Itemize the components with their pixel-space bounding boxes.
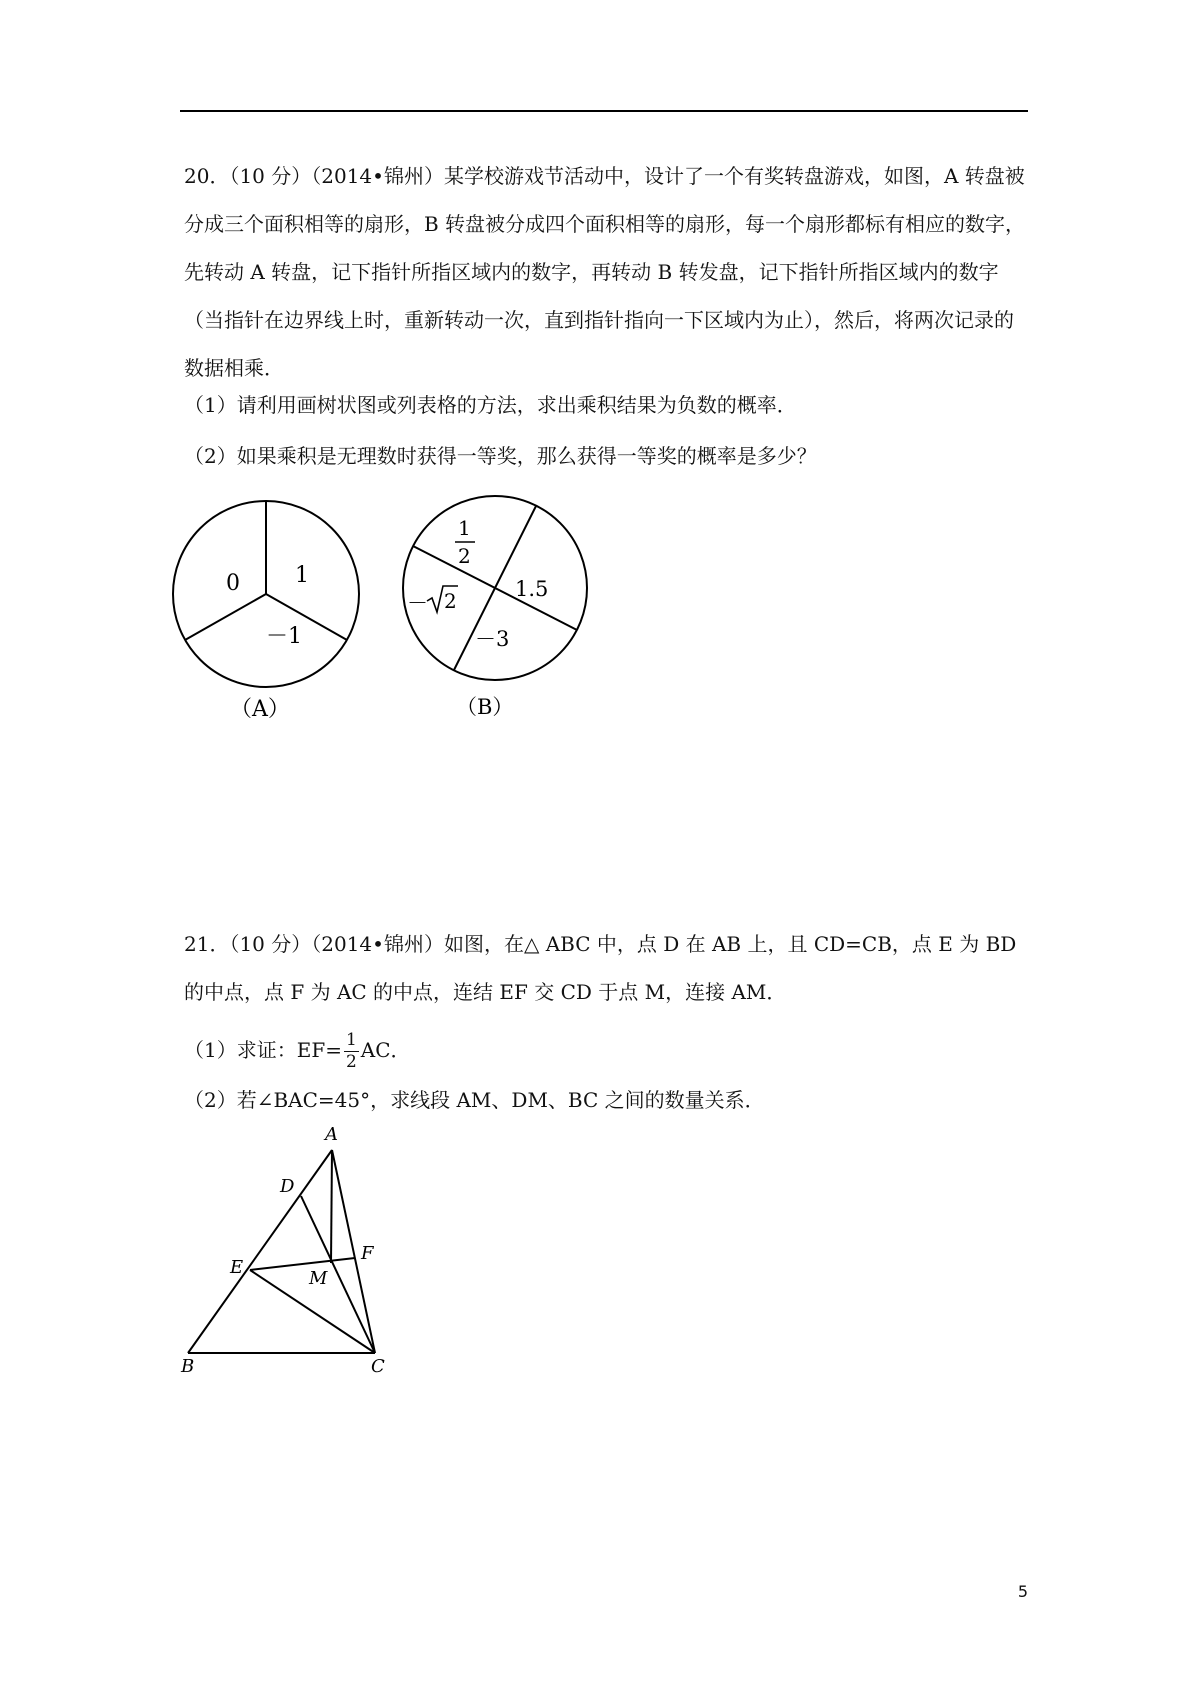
point-label-d: D <box>280 1176 295 1197</box>
spinner-b-fraction-denominator: 2 <box>458 544 471 568</box>
spinner-a-label-1: 1 <box>295 563 309 588</box>
one-half-fraction <box>344 1032 359 1071</box>
spinner-a-caption: （A） <box>230 697 290 722</box>
header-rule <box>180 110 1028 112</box>
fraction-numerator: 1 <box>345 1030 357 1050</box>
point-label-a: A <box>325 1124 338 1145</box>
question-20-part-2: （2）如果乘积是无理数时获得一等奖，那么获得一等奖的概率是多少？ <box>184 444 817 468</box>
spinner-b-fraction-numerator: 1 <box>458 516 471 540</box>
spinner-b-label-minus-3: －3 <box>475 627 510 651</box>
question-21-text: 21．（10 分）（2014•锦州）如图，在△ ABC 中，点 D 在 AB 上，且 CD=CB，点 E 为 BD 的中点，点 F 为 AC 的中点，连结 EF 交 CD 于点 M，连接 AM． <box>184 932 1017 1004</box>
point-label-c: C <box>371 1356 385 1377</box>
point-label-m: M <box>309 1268 328 1289</box>
spinner-b-caption: （B） <box>456 695 514 719</box>
spinner-b-label-minus: － <box>407 591 428 615</box>
question-20-part-1: （1）请利用画树状图或列表格的方法，求出乘积结果为负数的概率． <box>184 393 797 417</box>
spinner-b-label-1-5: 1.5 <box>515 577 549 601</box>
part-1-prefix: （1）求证：EF= <box>184 1038 342 1062</box>
point-label-b: B <box>181 1356 195 1377</box>
fraction-denominator: 2 <box>345 1052 357 1072</box>
spinner-a-label-2: －1 <box>266 624 302 649</box>
spinner-b <box>403 496 587 719</box>
question-21-part-1 <box>184 1032 1028 1071</box>
triangle-figure <box>175 1118 415 1378</box>
point-label-e: E <box>230 1257 244 1278</box>
page-number: 5 <box>1017 1582 1028 1601</box>
spinner-a <box>173 501 359 722</box>
point-label-f: F <box>361 1243 374 1264</box>
part-1-suffix: AC． <box>360 1038 411 1062</box>
question-20-text: 20．（10 分）（2014•锦州）某学校游戏节活动中，设计了一个有奖转盘游戏，如图，A 转盘被分成三个面积相等的扇形，B 转盘被分成四个面积相等的扇形，每一个扇形都标有相应的数字，先转动 A 转盘，记下指针所指区域内的数字，再转动 B 转发盘，记下指针所指区域内的数字（当指针在边界线上时，重新转动一次，直到指针指向一下区域内为止），然后，将两次记录的数据相乘． <box>184 164 1026 380</box>
spinner-b-label-sqrt-2: 2 <box>444 589 457 613</box>
spinner-a-label-0: 0 <box>226 571 240 596</box>
question-21-part-2: （2）若∠BAC=45°，求线段 AM、DM、BC 之间的数量关系． <box>184 1088 765 1112</box>
spinner-figure <box>170 490 630 730</box>
